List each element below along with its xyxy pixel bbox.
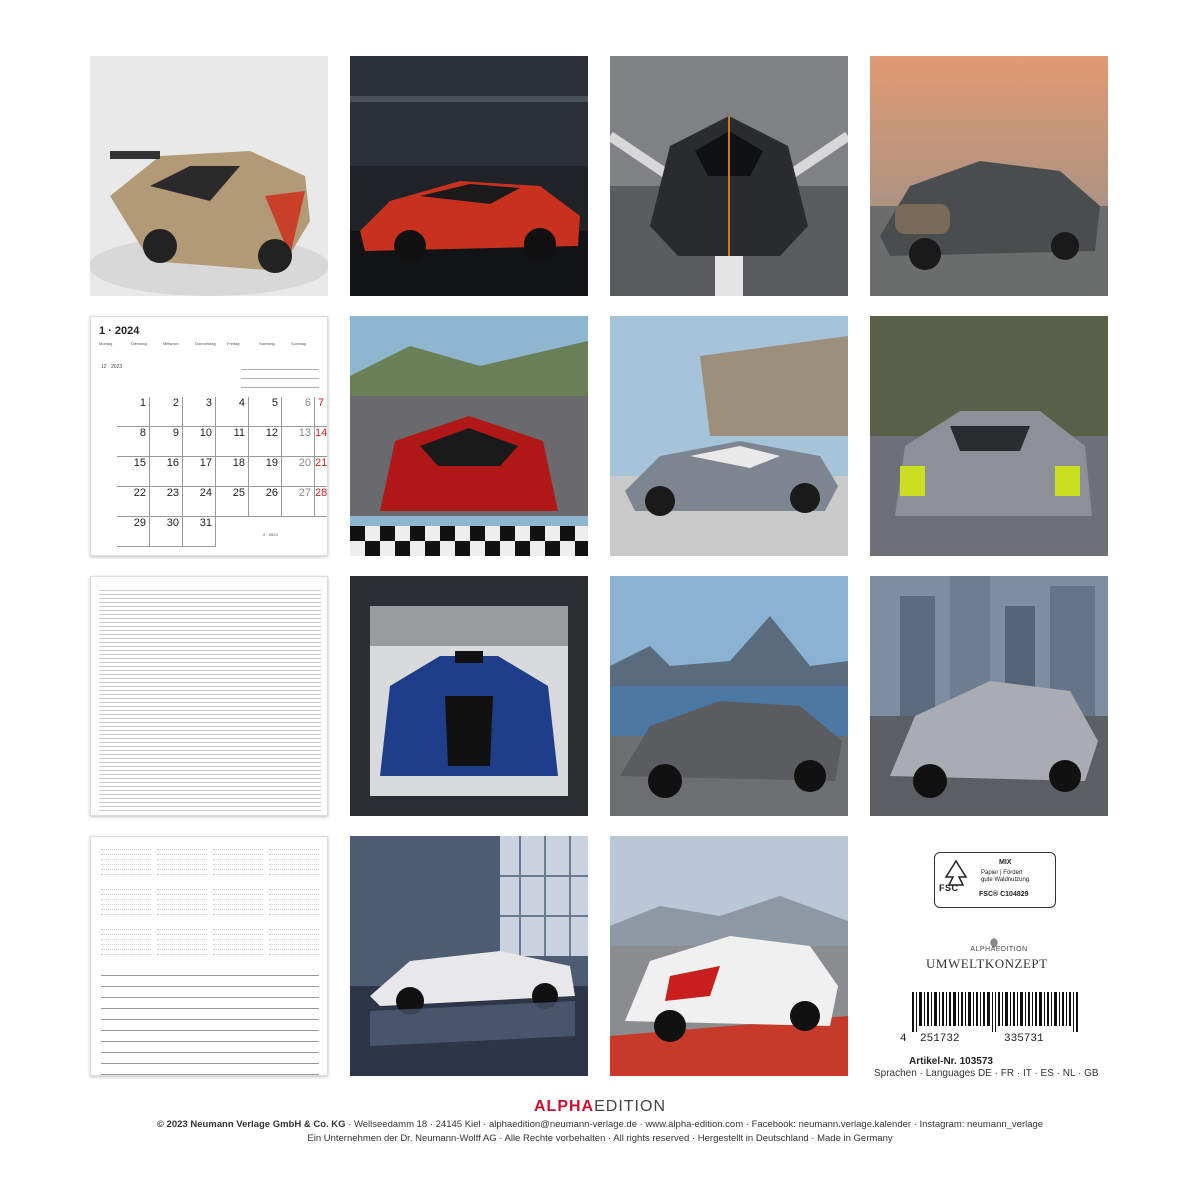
weekday-label: Mittwoch <box>163 341 179 346</box>
car-6-image <box>610 316 848 556</box>
month-grid <box>117 397 328 552</box>
car-7-image <box>870 316 1108 556</box>
day-cell: 24 <box>183 487 216 517</box>
day-cell: 14 <box>315 427 327 457</box>
languages-line: Sprachen · Languages DE · FR · IT · ES · NL · GB <box>874 1068 1099 1079</box>
fsc-code: FSC® C104829 <box>979 891 1029 898</box>
year-month-block <box>157 925 207 955</box>
holiday-table-lines <box>99 587 321 811</box>
day-cell: 6 <box>282 397 315 427</box>
car-9-image <box>610 576 848 816</box>
fsc-tree-icon <box>941 859 971 899</box>
fsc-paper-text: Papier | Fördert gute Waldnutzung <box>981 870 1030 883</box>
car-photo-11 <box>350 836 588 1076</box>
weekday-label: Freitag <box>227 341 240 346</box>
car-10-image <box>870 576 1108 816</box>
day-cell: 9 <box>150 427 183 457</box>
day-cell: 22 <box>117 487 150 517</box>
car-5-image <box>350 316 588 556</box>
car-2-image <box>350 56 588 296</box>
fsc-label <box>934 852 1056 908</box>
car-photo-5 <box>350 316 588 556</box>
day-cell: 13 <box>282 427 315 457</box>
year-month-block <box>213 845 263 875</box>
year-month-block <box>157 885 207 915</box>
year-month-block <box>269 885 319 915</box>
day-cell: 18 <box>216 457 249 487</box>
day-cell: 11 <box>216 427 249 457</box>
day-cell: 27 <box>282 487 315 517</box>
umwelt-brand-small: ALPHAEDITION <box>970 946 1028 953</box>
brand-edition: EDITION <box>594 1098 666 1115</box>
year-month-block <box>269 845 319 875</box>
car-photo-12 <box>610 836 848 1076</box>
calendar-page-january <box>90 316 328 556</box>
car-photo-7 <box>870 316 1108 556</box>
weekday-label: Donnerstag <box>195 341 216 346</box>
car-photo-2 <box>350 56 588 296</box>
car-4-image <box>870 56 1108 296</box>
day-cell: 12 <box>249 427 282 457</box>
car-12-image <box>610 836 848 1076</box>
car-8-image <box>350 576 588 816</box>
fsc-mix: MIX <box>999 859 1012 866</box>
year-month-block <box>101 925 151 955</box>
weekday-label: Sonntag <box>291 341 306 346</box>
barcode-digits-right: 335731 <box>1004 1033 1044 1045</box>
car-photo-6 <box>610 316 848 556</box>
car-photo-4 <box>870 56 1108 296</box>
year-month-block <box>213 885 263 915</box>
day-cell: 25 <box>216 487 249 517</box>
year-month-block <box>213 925 263 955</box>
year-overview-page <box>90 836 328 1076</box>
footer-imprint-line <box>0 1119 1200 1130</box>
day-cell: 5 <box>249 397 282 427</box>
alpha-edition-logo <box>0 1098 1200 1116</box>
day-cell: 26 <box>249 487 282 517</box>
year-month-block <box>157 845 207 875</box>
year-month-block <box>101 845 151 875</box>
umweltkonzept-label: UMWELTKONZEPT <box>926 956 1048 971</box>
car-photo-8 <box>350 576 588 816</box>
year-month-block <box>269 925 319 955</box>
article-number: Artikel-Nr. 103573 <box>909 1056 993 1067</box>
day-cell: 10 <box>183 427 216 457</box>
brand-alpha: ALPHA <box>534 1098 595 1115</box>
day-cell: 4 <box>216 397 249 427</box>
day-cell: 8 <box>117 427 150 457</box>
day-cell: 3 <box>183 397 216 427</box>
day-cell: 16 <box>150 457 183 487</box>
day-cell: 23 <box>150 487 183 517</box>
fsc-logo-text: FSC <box>939 883 959 893</box>
car-11-image <box>350 836 588 1076</box>
day-cell: 20 <box>282 457 315 487</box>
footer-rights-line: Ein Unternehmen der Dr. Neumann-Wolff AG · Alle Rechte vorbehalten · All rights reserved · Hergestellt in Deutschland · Made in Germany <box>307 1133 893 1144</box>
day-cell: 31 <box>183 517 216 547</box>
day-cell: 2 <box>150 397 183 427</box>
day-cell: 28 <box>315 487 327 517</box>
day-cell: 7 <box>315 397 327 427</box>
mini-calendar-next: 2 · 2024 <box>263 532 278 537</box>
day-cell: 17 <box>183 457 216 487</box>
day-cell: 29 <box>117 517 150 547</box>
note-lines <box>241 361 319 388</box>
car-photo-1 <box>90 56 328 296</box>
calendar-title: 1 · 2024 <box>99 325 140 337</box>
car-1-image <box>90 56 328 296</box>
car-photo-3 <box>610 56 848 296</box>
weekday-label: Samstag <box>259 341 275 346</box>
car-photo-10 <box>870 576 1108 816</box>
year-month-block <box>101 885 151 915</box>
mini-calendar-previous: 12 · 2023 <box>101 364 123 370</box>
year-note-lines <box>101 965 319 1075</box>
barcode-digits-left: 251732 <box>920 1033 960 1045</box>
weekday-label: Montag <box>99 341 113 346</box>
day-cell: 1 <box>117 397 150 427</box>
day-cell: 21 <box>315 457 327 487</box>
day-cell: 19 <box>249 457 282 487</box>
barcode-digit-first: 4 <box>900 1033 907 1045</box>
car-photo-9 <box>610 576 848 816</box>
footer-copyright: © 2023 Neumann Verlage GmbH & Co. KG <box>156 1119 346 1130</box>
day-cell: 15 <box>117 457 150 487</box>
day-cell: 30 <box>150 517 183 547</box>
car-3-image <box>610 56 848 296</box>
footer-contact: · Wellseedamm 18 · 24145 Kiel · alphaedition@neumann-verlage.de · www.alpha-edition.com · Facebook: neumann.verlage.kalender · Instagram: neumann_verlage <box>345 1119 1044 1130</box>
holiday-table-page <box>90 576 328 816</box>
barcode <box>912 992 1078 1032</box>
weekday-label: Dienstag <box>131 341 147 346</box>
